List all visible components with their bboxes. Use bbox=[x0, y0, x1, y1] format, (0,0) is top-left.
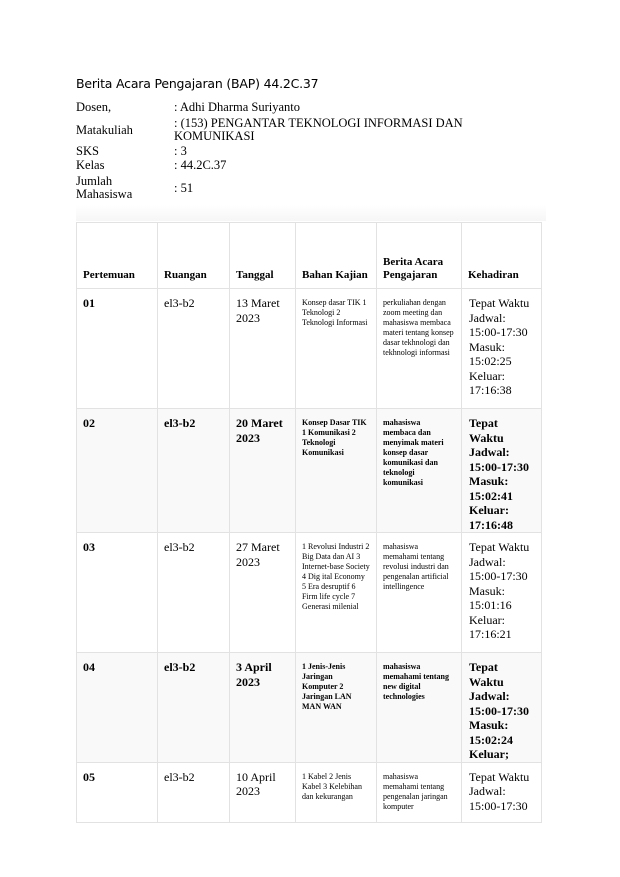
info-value: : 51 bbox=[174, 180, 194, 195]
table-row bbox=[77, 409, 542, 533]
cell-tanggal: 27 Maret 2023 bbox=[230, 533, 296, 653]
table-row bbox=[77, 762, 542, 822]
info-label: Jumlah Mahasiswa bbox=[76, 174, 133, 201]
attendance-status: Tepat Waktu bbox=[469, 660, 504, 689]
cell-bahan: 1 Kabel 2 Jenis Kabel 3 Kelebihan dan kekurangan bbox=[296, 762, 377, 822]
cell-bahan: Konsep Dasar TIK 1 Komunikasi 2 Teknologi Komunikasi bbox=[296, 409, 377, 533]
attendance-status: Tepat Waktu bbox=[469, 416, 504, 445]
cell-ruangan: el3-b2 bbox=[158, 289, 230, 409]
cell-ruangan: el3-b2 bbox=[158, 409, 230, 533]
attendance-jadwal: Jadwal: 15:00-17:30 bbox=[469, 445, 529, 474]
cell-berita: mahasiswa membaca dan menyimak materi konsep dasar komunikasi dan teknologi komunikasi bbox=[377, 409, 462, 533]
cell-ruangan: el3-b2 bbox=[158, 762, 230, 822]
cell-berita: mahasiswa memahami tentang new digital technologies bbox=[377, 653, 462, 763]
cell-bahan: 1 Revolusi Industri 2 Big Data dan AI 3 Internet-base Society 4 Dig ital Economy 5 Era desruptif 6 Firm life cycle 7 Generasi milenial bbox=[296, 533, 377, 653]
table-row bbox=[77, 653, 542, 763]
cell-kehadiran bbox=[462, 762, 542, 822]
attendance-keluar: Keluar: 17:16:48 bbox=[469, 503, 513, 532]
cell-kehadiran bbox=[462, 533, 542, 653]
attendance-keluar: Keluar; bbox=[469, 747, 509, 761]
info-value: : (153) PENGANTAR TEKNOLOGI INFORMASI DAN KOMUNIKASI bbox=[174, 116, 463, 143]
cell-pertemuan: 01 bbox=[77, 289, 158, 409]
info-row-dosen bbox=[76, 101, 464, 115]
cell-bahan: 1 Jenis-Jenis Jaringan Komputer 2 Jaringan LAN MAN WAN bbox=[296, 653, 377, 763]
cell-kehadiran bbox=[462, 289, 542, 409]
page-title: Berita Acara Pengajaran (BAP) 44.2C.37 bbox=[76, 76, 319, 91]
course-info bbox=[76, 101, 464, 202]
info-label: Matakuliah bbox=[76, 122, 133, 137]
info-label: Kelas bbox=[76, 158, 105, 172]
column-header-pertemuan: Pertemuan bbox=[77, 223, 158, 289]
attendance-masuk: Masuk: 15:01:16 bbox=[469, 583, 512, 612]
cell-pertemuan: 04 bbox=[77, 653, 158, 763]
info-row-jumlah bbox=[76, 174, 464, 202]
attendance-status: Tepat Waktu bbox=[469, 769, 530, 784]
column-header-tanggal: Tanggal bbox=[230, 223, 296, 289]
table-header-row bbox=[77, 223, 542, 289]
cell-ruangan: el3-b2 bbox=[158, 533, 230, 653]
cell-pertemuan: 02 bbox=[77, 409, 158, 533]
info-row-sks bbox=[76, 145, 464, 159]
attendance-status: Tepat Waktu bbox=[469, 540, 530, 554]
info-label: Dosen, bbox=[76, 100, 112, 114]
cell-berita: mahasiswa memahami tentang revolusi industri dan pengenalan artificial intellingence bbox=[377, 533, 462, 653]
table-row bbox=[77, 289, 542, 409]
column-header-ruangan: Ruangan bbox=[158, 223, 230, 289]
cell-kehadiran bbox=[462, 409, 542, 533]
attendance-jadwal: Jadwal: 15:00-17:30 bbox=[469, 310, 528, 339]
cell-tanggal: 20 Maret 2023 bbox=[230, 409, 296, 533]
cell-pertemuan: 05 bbox=[77, 762, 158, 822]
attendance-masuk: Masuk: 15:02:25 bbox=[469, 339, 512, 368]
cell-bahan: Konsep dasar TIK 1 Teknologi 2 Teknologi Informasi bbox=[296, 289, 377, 409]
attendance-jadwal: Jadwal: 15:00-17:30 bbox=[469, 784, 528, 813]
attendance-jadwal: Jadwal: 15:00-17:30 bbox=[469, 689, 529, 718]
cell-berita: perkuliahan dengan zoom meeting dan mahasiswa membaca materi tentang konsep dasar tekhnologi dan tekhnologi informasi bbox=[377, 289, 462, 409]
bap-table bbox=[76, 222, 542, 823]
info-label: SKS bbox=[76, 144, 99, 158]
cell-tanggal: 10 April 2023 bbox=[230, 762, 296, 822]
attendance-status: Tepat Waktu bbox=[469, 296, 530, 310]
attendance-masuk: Masuk: 15:02:41 bbox=[469, 474, 513, 503]
cell-ruangan: el3-b2 bbox=[158, 653, 230, 763]
table-row bbox=[77, 533, 542, 653]
cell-tanggal: 13 Maret 2023 bbox=[230, 289, 296, 409]
cell-berita: mahasiswa memahami tentang pengenalan jaringan komputer bbox=[377, 762, 462, 822]
attendance-keluar: Keluar: 17:16:38 bbox=[469, 368, 512, 397]
info-row-kelas bbox=[76, 159, 464, 174]
cell-tanggal: 3 April 2023 bbox=[230, 653, 296, 763]
attendance-keluar: Keluar: 17:16:21 bbox=[469, 612, 512, 641]
column-header-berita: Berita Acara Pengajaran bbox=[377, 223, 462, 289]
info-row-matakuliah bbox=[76, 115, 464, 145]
column-header-kehadiran: Kehadiran bbox=[462, 223, 542, 289]
column-header-bahan: Bahan Kajian bbox=[296, 223, 377, 289]
info-value: : 3 bbox=[174, 144, 187, 158]
info-value: : 44.2C.37 bbox=[174, 158, 227, 172]
info-value: : Adhi Dharma Suriyanto bbox=[174, 100, 301, 114]
header-band bbox=[76, 205, 546, 221]
attendance-jadwal: Jadwal: 15:00-17:30 bbox=[469, 554, 528, 583]
cell-kehadiran bbox=[462, 653, 542, 763]
cell-pertemuan: 03 bbox=[77, 533, 158, 653]
attendance-masuk: Masuk: 15:02:24 bbox=[469, 718, 513, 747]
